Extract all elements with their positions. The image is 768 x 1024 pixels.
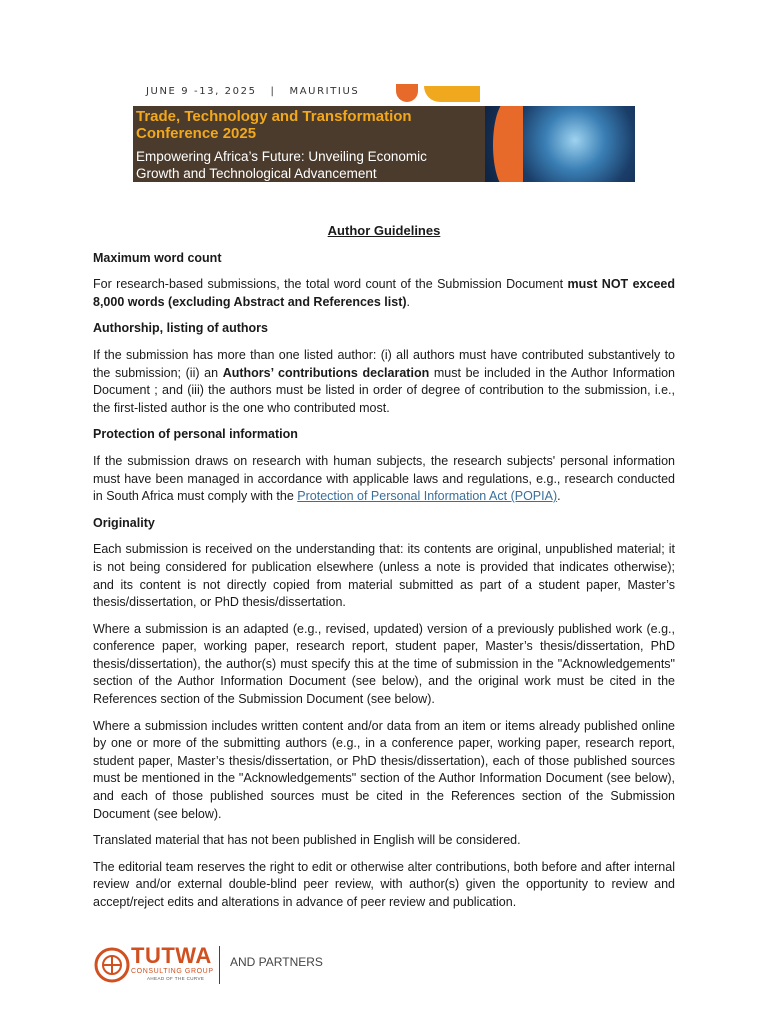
- banner-subtitle-line2: Growth and Technological Advancement: [136, 166, 377, 181]
- banner-title-line1: Trade, Technology and Transformation: [136, 108, 412, 125]
- paragraph-authorship: [93, 347, 675, 417]
- authorship-text-start: If the submission has more than one listed author: (i) all authors must have contributed substantively to the submission; (ii) an: [93, 347, 675, 380]
- paragraph-word-count: [93, 276, 675, 311]
- banner-title-line2: Conference 2025: [136, 125, 257, 142]
- paragraph-originality-2: Where a submission is an adapted (e.g., revised, updated) version of a previously published work (e.g., conference paper, working paper, research report, student paper, Master’s thesis/dissertation, PhD thesis/dissertation), the author(s) must specify this at the time of submission in the "Acknowledgements" section of the Author Information Document (see below), and the original work must be cited in the References section of the Submission Document (see below).: [93, 621, 675, 707]
- word-count-end: .: [406, 294, 411, 309]
- footer-divider: [219, 946, 220, 984]
- banner-subtitle-line1: Empowering Africa’s Future: Unveiling Economic: [136, 149, 427, 164]
- paragraph-originality-3: Where a submission includes written content and/or data from an item or items already published online by one or more of the submitting authors (e.g., in a conference paper, working paper, research report, student paper, Master’s thesis/dissertation, or PhD thesis/dissertation), each of those published sources must be mentioned in the "Acknowledgements" section of the Author Information Document (see below), and each of those published sources must be cited in the References section of the Submission Document (see below).: [93, 718, 675, 821]
- dateline-separator: |: [270, 86, 276, 97]
- event-location: MAURITIUS: [289, 86, 360, 97]
- banner-subtitle: [136, 148, 427, 182]
- popia-link[interactable]: Protection of Personal Information Act (POPIA): [297, 489, 558, 504]
- authorship-text-end: must be included in the Author Information Document ; and (iii) the authors must be listed in order of degree of contribution to the submission, i.e., the first-listed author is the one who contributed most.: [93, 365, 675, 415]
- heading-word-count: Maximum word count: [93, 250, 222, 265]
- word-count-limit: must NOT exceed 8,000 words (excluding Abstract and References list): [93, 277, 675, 309]
- paragraph-originality-4: Translated material that has not been published in English will be considered.: [93, 833, 521, 848]
- document-body: [93, 222, 675, 921]
- heading-authorship: Authorship, listing of authors: [93, 321, 268, 336]
- footer-brand: TUTWA: [131, 943, 212, 968]
- footer-brand-tagline: AHEAD OF THE CURVE: [147, 976, 205, 981]
- word-count-text: For research-based submissions, the total word count of the Submission Document: [93, 277, 568, 292]
- decorative-orange-shape: [396, 84, 418, 102]
- paragraph-originality-1: Each submission is received on the understanding that: its contents are original, unpublished material; it is not being considered for publication elsewhere (unless a note is provided that indicates otherwise); and its content is not directly copied from material submitted as part of a student paper, Master’s thesis/dissertation, or PhD thesis/dissertation.: [93, 542, 675, 610]
- authorship-declaration: Authors’ contributions declaration: [222, 365, 430, 380]
- banner-orange-arc: [493, 106, 523, 182]
- footer-brand-subtitle: CONSULTING GROUP: [131, 968, 214, 975]
- event-date: JUNE 9 -13, 2025: [146, 86, 257, 97]
- event-dateline: [146, 86, 359, 97]
- document-title: Author Guidelines: [327, 223, 441, 238]
- heading-originality: Originality: [93, 515, 155, 530]
- footer-partners: AND PARTNERS: [230, 955, 323, 969]
- paragraph-privacy: [93, 453, 675, 506]
- banner-title: [136, 108, 412, 142]
- paragraph-originality-5: The editorial team reserves the right to edit or otherwise alter contributions, both before and after internal review and/or external double-blind peer review, with author(s) given the opportunity to review and accept/reject edits and alterations in advance of peer review and publication.: [93, 859, 675, 909]
- privacy-text: If the submission draws on research with human subjects, the research subjects' personal information must have been managed in accordance with applicable laws and regulations, e.g., research conducted in South Africa must comply with the: [93, 453, 675, 504]
- decorative-yellow-shape: [424, 86, 480, 102]
- heading-privacy: Protection of personal information: [93, 427, 298, 442]
- privacy-end: .: [557, 489, 561, 504]
- conference-banner: [133, 106, 635, 182]
- tutwa-logo-icon: [94, 947, 130, 983]
